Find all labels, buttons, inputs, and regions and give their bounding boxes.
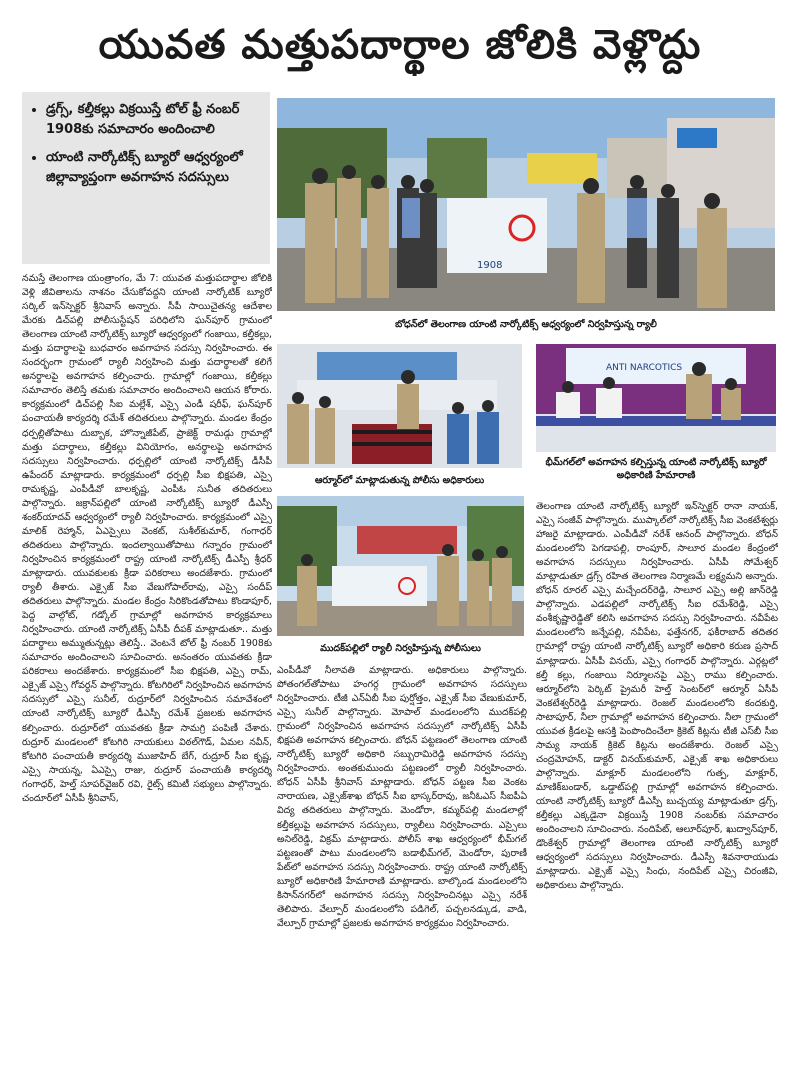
article-text: నమస్తే తెలంగాణ యంత్రాంగం, మే 7: యువత మత్తుపదార్థాల జోలికి వెళ్లి జీవితాలను నాశనం చేసుకోవద్దని యాంటి నార్కోటిక్ బ్యూరో సర్కిల్ ఇన్‌స్పెక్టర్ శ్రీనివాస్ అన్నారు. సీపీ సాయిచైతన్య ఆదేశాల మేరకు డిచ్‌పల్లి పోలీసుస్టేషన్ పరిధిలోని ఘన్‌పూర్ గ్రామంలో తెలంగాణ యాంటి నార్కోటిక్స్ బ్యూరో ఆధ్వర్యంలో గంజాయి, కల్తీకల్లు, మత్తు పదార్థాలపై బుధవారం అవగాహన సదస్సు నిర్వహించారు. ఈ సందర్భంగా గ్రామంలో ర్యాలీ నిర్వహించి మత్తు పదార్థాలతో కలిగే అనర్థాలపై అవగాహన కల్పించారు. గ్రామాల్లో గంజాయి, కల్తీకల్లు సమాచారం తెలిస్తే తమకు సమాచారం అందించాలని ఆయన కోరారు. కార్యక్రమంలో డిచ్‌పల్లి సీఐ మల్లేశ్, ఎస్సై ఎండీ షరీఫ్, ఘన్‌పూర్ పంచాయతీ కార్యదర్శి రమేశ్ తదితరులు పాల్గొన్నారు. మండల కేంద్రం ధర్పల్లితోపాటు దుబ్బాక, హొన్నాజీపేట్, ప్రాజెక్ట్ రామడ్గు గ్రామాల్లో మత్తు పదార్థాలు, కల్తీకల్లు వినియోగం, అనర్థాలపై అవగాహన సదస్సులు నిర్వహించారు. ధర్పల్లిలో యాంటి నార్కోటిక్స్ డీసీపీ ఉపేందర్ మాట్లాడారు. కార్యక్రమంలో ధర్పల్లి సీఐ భిక్షపతి, ఎస్సై రామకృష్ణ, ఎంపీడీవో బాలకృష్ణ, ఎంపీఓ సునీత తదితరులు పాల్గొన్నారు. జక్రాన్‌పల్లిలో యాంటి నార్కోటిక్స్ బ్యూరో డీఎస్పీ శంకర్‌యాదవ్ ఆధ్వర్యంలో ర్యాలీ నిర్వహించారు. కార్యక్రమంలో ఎస్సై మాలిక్ రెహ్మాన్, ఏఎస్సైలు వెంకట్, సుశీల్‌కుమార్, గంగాధర్ తదితరులు పాల్గొన్నారు. ఇందల్వాయితోపాటు గన్నారం గ్రామంలో నిర్వహించిన కార్యక్రమంలో రాష్ట్ర యాంటి నార్కోటిక్స్ డీఎస్పీ శ్రీధర్ మాట్లాడారు. యువకులకు క్రీడా పరికరాలు అందజేశారు. గ్రామంలో ర్యాలీ తీశారు. ఎక్సైజ్ సీఐ వేణుగోపాల్‌రావు, ఎస్సై సందీప్ తదితరులు పాల్గొన్నారు. మండల కేంద్రం సిరికొండతోపాటు కొండాపూర్, పెద్ద వాల్గోట్, గడ్కోల్ గ్రామాల్లో అవగాహన కార్యక్రమాలు నిర్వహించారు. యాంటి నార్కోటిక్స్ ఏసీపీ దీపక్ మాట్లాడుతూ.. మత్తు పదార్థాలు అమ్ముతున్నట్లు తెలిస్తే.. వెంటనే టోల్ ఫ్రీ నంబర్ 1908కు సమాచారం అందించాలని సూచించారు. అనంతరం యువతకు క్రీడా పరికరాలు అందజేశారు. కార్యక్రమంలో సీఐ భిక్షపతి, ఎస్సై రామ్, ఎక్సైజ్ ఎస్సై గోవర్ధన్ పాల్గొన్నారు. కోటగిరిలో నిర్వహించిన అవగాహన సదస్సులో ఎస్సై సునీల్, రుద్రూర్‌లో నిర్వహించిన సమావేశంలో యాంటి నార్కోటిక్స్ బ్యూరో డీఎస్పీ రమేశ్ ప్రజలకు అవగాహన కల్పించారు. రుద్రూర్‌లో యువతకు క్రీడా సామగ్రి పంపిణీ చేశారు. రుద్రూర్ మండలంలో కోటగిరి నాయకులు విఠల్‌గౌడ్, ఏమల నవీన్, కోటగిరి పంచాయతీ కార్యదర్శి ముజాహిద్ బేగ్, రుద్రూర్ సీఐ కృష్ణ, ఎస్సై సాయన్న, ఏఎస్సై రాజు, రుద్రూర్ పంచాయతీ కార్యదర్శి గంగాధర్, హెల్త్ సూపర్‌వైజర్ రవి, రైట్స్ కమిటీ సభ్యులు పాల్గొన్నారు. చందూర్‌లో ఏసీపీ శ్రీనివాస్, — [22, 273, 272, 804]
article-column-3 — [536, 500, 778, 1062]
article-text: తెలంగాణ యాంటి నార్కోటిక్స్ బ్యూరో ఇన్‌స్పెక్టర్ రానా నాయక్, ఎస్సై సంజీవ్ పాల్గొన్నారు. ముప్కాల్‌లో నార్కోటిక్స్ సీఐ వెంకటేశ్వర్లు హాజరై మాట్లాడారు. ఎంపీడీవో నరేశ్ ఆనంద్ పాల్గొన్నారు. బోధన్ మండలంలోని పెగడాపల్లి, రాంపూర్, సాలూర మండల కేంద్రంలో అవగాహన సదస్సులు నిర్వహించారు. ఏసీపీ సోమేశ్వర్ మాట్లాడుతూ డ్రగ్స్ రహిత తెలంగాణ నిర్మాణమే లక్ష్యమని అన్నారు. బోధన్ రూరల్ ఎస్సై మచ్చేందర్‌రెడ్డి, సాలూర ఎస్సై అల్లి జాన్‌రెడ్డి పాల్గొన్నారు. ఎడపల్లిలో నార్కోటిక్స్ సీఐ రమేశ్‌రెడ్డి, ఎస్సై వంశీకృష్ణారెడ్డితో కలిసి అవగాహన సదస్సు నిర్వహించారు. నవీపేట మండలంలోని జన్నేపల్లి, నవీపేట, ఫత్తేనగర్, ఫకీరాబాద్ తదితర గ్రామాల్లో రాష్ట్ర యాంటి నార్కోటిక్స్ బ్యూరో అధికారి కరుణ ప్రసాద్ మాట్లాడారు. ఏసీపీ వినయ్, ఎస్సై గంగాధర్ పాల్గొన్నారు. ఎర్గట్లలో కల్తీ కల్లు, గంజాయి నిర్మూలనపై ఎస్సై రాము కల్పించారు. ఆర్మూర్‌లోని పెర్కిట్ ప్రైమరీ హెల్త్ సెంటర్‌లో ఆర్మూర్ ఏసీపీ వెంకటేశ్వర్‌రెడ్డి మాట్లాడారు. రెంజల్ మండలంలోని కందకుర్తి, సాటాపూర్, నీలా గ్రామాల్లో అవగాహన కల్పించారు. నీలా గ్రామంలో యువత క్రీడలపై ఆసక్తి పెంపొందించేలా క్రికెట్ కిట్లను టీజీ ఎస్‌బీ సీఐ సామ్య నాయక్ క్రికెట్ కిట్లను అందజేశారు. రెంజల్ ఎస్సై చంద్రమోహన్, డాక్టర్ వినయ్‌కుమార్, ఎక్సైజ్ శాఖ అధికారులు పాల్గొన్నారు. మాక్లూర్ మండలంలోని గుత్ప, మాక్లూర్, మాణిక్‌బండార్, ఒడ్డాట్‌పల్లి గ్రామాల్లో అవగాహన కల్పించారు. యాంటి నార్కోటిక్స్ బ్యూరో డీఎస్పీ బుచ్చయ్య మాట్లాడుతూ డ్రగ్స్, కల్తీకల్లు ఎక్కడైనా విక్రయిస్తే 1908 నంబర్‌కు సమాచారం అందించాలని సూచించారు. నందిపేట్, ఆలూర్‌పూర్, ఖుద్వాన్‌పూర్, డొంకేశ్వర్ గ్రామాల్లో తెలంగాణ యాంటి నార్కోటిక్స్ బ్యూరో ఆధ్వర్యంలో సదస్సులు నిర్వహించారు. డీఎస్పీ శివనారాయుడు మాట్లాడారు. ఎక్సైజ్ ఎస్సై సింధు, నందిపేట్ ఎస్సై చిరంజీవి, అధికారులు పాల్గొన్నారు. — [536, 501, 778, 892]
photo-mudakpalli — [277, 496, 524, 636]
article-text: ఎంపీడీవో నీలావతి మాట్లాడారు. అధికారులు పాల్గొన్నారు. పోతంగల్‌తోపాటు హంగర్గ గ్రామంలో అవగాహన సదస్సులు నిర్వహించారు. టీజీ ఎన్‌ఏబీ సీఐ పుర్షోత్తం, ఎక్సైజ్ సీఐ వేణుకుమార్, ఎస్సై సునీల్ పాల్గొన్నారు. మోపాల్ మండలంలోని ముదక్‌పల్లి గ్రామంలో నిర్వహించిన అవగాహన సదస్సులో నార్కోటిక్స్ ఏసీపీ భిక్షపతి అవగాహన కల్పించారు. బోధన్ పట్టణంలో తెలంగాణ యాంటి నార్కోటిక్స్ బ్యూరో అధికారి సబ్బురామిరెడ్డి అవగాహన సదస్సు నిర్వహించారు. అంతకుముందు పట్టణంలో ర్యాలీ నిర్వహించారు. బోధన్ ఏసీపీ శ్రీనివాస్ మాట్లాడారు. బోధన్ పట్టణ సీఐ వెంకట నారాయణ, ఎక్సైజ్‌శాఖ బోధన్ సీఐ భాస్కర్‌రావు, జనీఓఎస్ సీఐపీఏ విద్య తదితరులు పాల్గొన్నారు. మెండోరా, కమ్మర్‌పల్లి మండలాల్లో కల్తీకల్లుపై అవగాహన సదస్సులు, ర్యాలీలు నిర్వహించారు. ఎస్సైలు అనిల్‌రెడ్డి, విక్రమ్ మాట్లాడారు. పోలీస్ శాఖ ఆధ్వర్యంలో భీమ్‌గల్ పట్టణంతో పాటు మండలంలోని బడాభీమ్‌గల్, మెండోరా, పురాణీ పేట్‌లో అవగాహన సదస్సు నిర్వహించారు. రాష్ట్ర యాంటి నార్కోటిక్స్ బ్యూరో అధికారిణి హేమారాణి మాట్లాడారు. బాల్కొండ మండలంలోని కిసాన్‌నగర్‌లో అవగాహన సదస్సు నిర్వహించినట్లు ఎస్సై నరేశ్ తెలిపారు. వేల్పూర్ మండలంలోని పడిగెల్, పచ్చలనడ్కుడ, వాడి, వేల్పూర్ గ్రామాల్లో ప్రజలకు అవగాహన కార్యక్రమం నిర్వహించారు. — [277, 665, 527, 929]
photo-rally-bodhan — [277, 98, 775, 311]
headline: యువత మత్తుపదార్థాల జోలికి వెళ్లొద్దు — [98, 22, 702, 68]
highlights-box — [22, 92, 270, 264]
article-column-2 — [277, 664, 527, 1062]
photo-armoor — [277, 344, 522, 468]
highlight-item: • డ్రగ్స్, కల్తీకల్లు విక్రయిస్తే టోల్ ఫ్రీ నంబర్ 1908కు సమాచారం అందించాలి — [46, 100, 262, 140]
photo-bheemgal — [536, 344, 776, 452]
caption-bheemgal: భీమ్‌గల్‌లో అవగాహన కల్పిస్తున్న యాంటి నార్కోటిక్స్ బ్యూరో అధికారిణి హేమారాణి — [545, 457, 767, 481]
caption-armoor: ఆర్మూర్‌లో మాట్లాడుతున్న పోలీసు అధికారులు — [314, 475, 485, 486]
article-column-1 — [22, 272, 272, 1062]
event-banner-text: ANTI NARCOTICS — [606, 363, 683, 373]
caption-rally-bodhan: బోధన్‌లో తెలంగాణ యాంటి నార్కోటిక్స్ ఆధ్వర్యంలో నిర్వహిస్తున్న ర్యాలీ — [395, 319, 657, 330]
highlight-item: • యాంటి నార్కోటిక్స్ బ్యూరో ఆధ్వర్యంలో జిల్లావ్యాప్తంగా అవగాహన సదస్సులు — [46, 148, 262, 188]
rally-banner-number: 1908 — [477, 260, 503, 271]
caption-mudakpalli: ముదక్‌పల్లిలో ర్యాలీ నిర్వహిస్తున్న పోలీసులు — [320, 643, 481, 654]
